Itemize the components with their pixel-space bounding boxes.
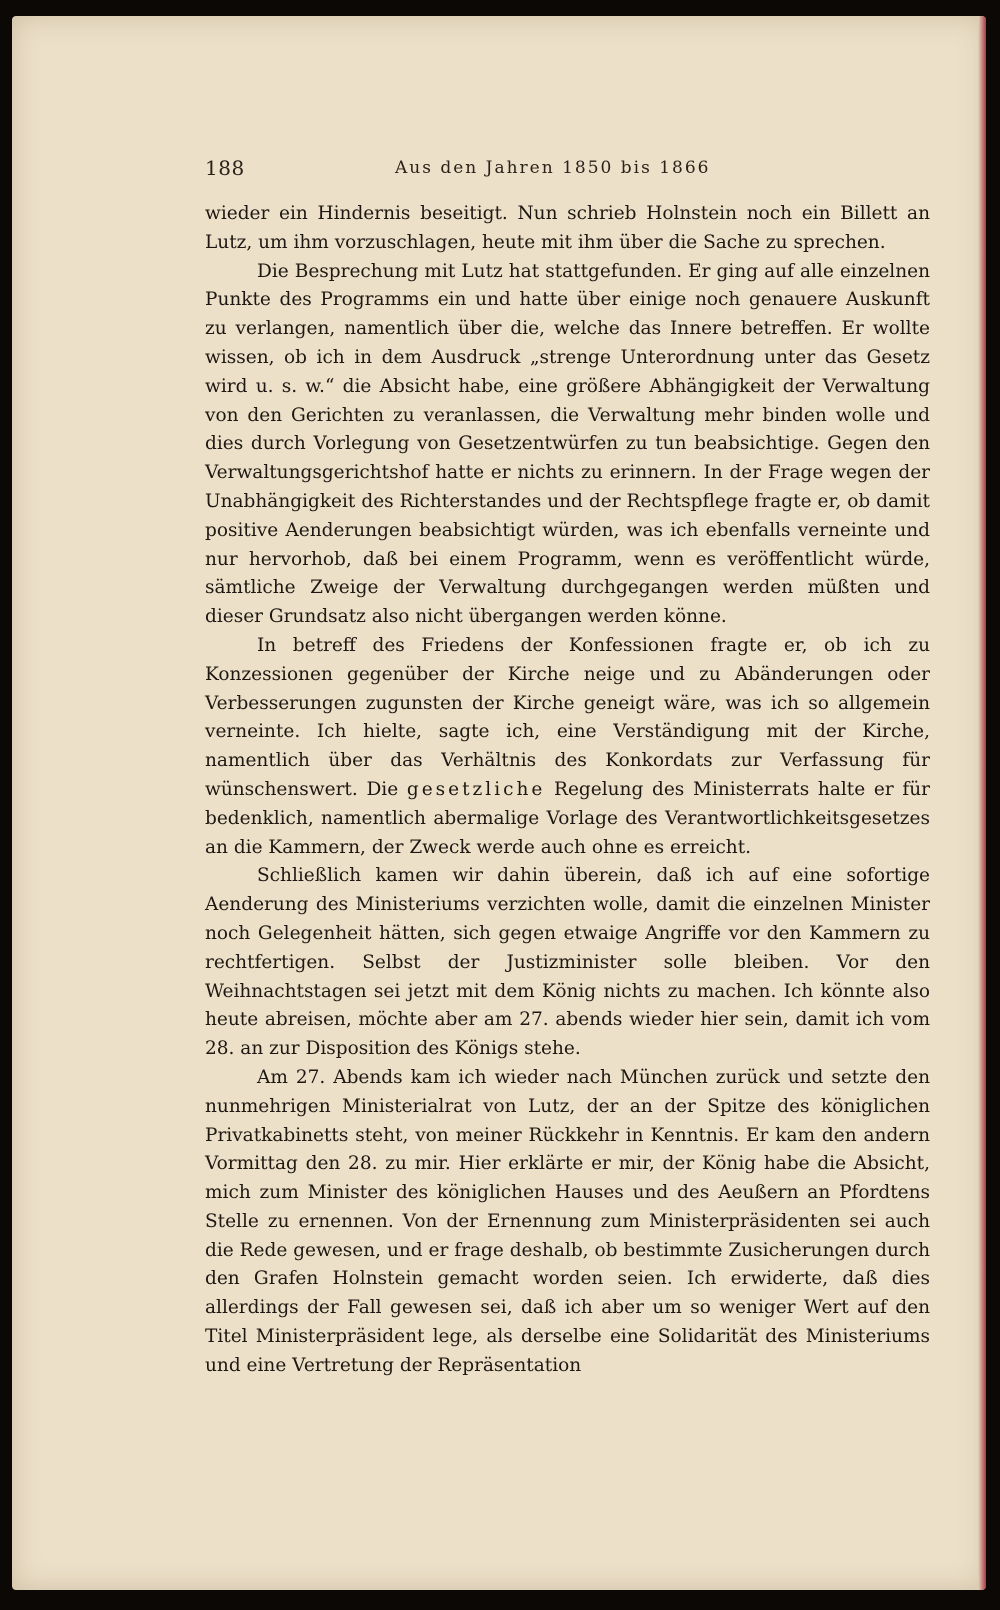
page-edge [978,16,986,1590]
paragraph-2: Die Besprechung mit Lutz hat stattgefunden. Er ging auf alle einzelnen Punkte des Programms ein und hatte über einige noch genauere Auskunft zu verlangen, namentlich über die, welche das Innere betreffen. Er wollte wissen, ob ich in dem Ausdruck „strenge Unterordnung unter das Gesetz wird u. s. w.“ die Absicht habe, eine größere Abhängigkeit der Verwaltung von den Gerichten zu veranlassen, die Verwaltung mehr binden wolle und dies durch Vorlegung von Gesetzentwürfen zu tun beabsichtige. Gegen den Verwaltungsgerichtshof hatte er nichts zu erinnern. In der Frage wegen der Unabhängigkeit des Richterstandes und der Rechtspflege fragte er, ob damit positive Aenderungen beabsichtigt würden, was ich ebenfalls verneinte und nur hervorhob, daß bei einem Programm, wenn es veröffentlicht würde, sämtliche Zweige der Verwaltung durchgegangen werden müßten und dieser Grundsatz also nicht übergangen werden könne. [205,260,930,628]
book-page [12,16,986,1590]
paragraph-4: Schließlich kamen wir dahin überein, daß ich auf eine sofortige Aenderung des Ministeriums verzichten wolle, damit die einzelnen Minister noch Gelegenheit hätten, sich gegen etwaige Angriffe vor den Kammern zu rechtfertigen. Selbst der Justizminister solle bleiben. Vor den Weihnachtstagen sei jetzt mit dem König nichts zu machen. Ich könnte also heute abreisen, möchte aber am 27. abends wieder hier sein, damit ich vom 28. an zur Disposition des Königs stehe. [205,865,930,1060]
running-head [205,156,945,188]
paragraph-5: Am 27. Abends kam ich wieder nach München zurück und setzte den nunmehrigen Ministerialrat von Lutz, der an der Spitze des königlichen Privatkabinetts steht, von meiner Rückkehr in Kenntnis. Er kam den andern Vormittag den 28. zu mir. Hier erklärte er mir, der König habe die Absicht, mich zum Minister des königlichen Hauses und des Aeußern an Pfordtens Stelle zu ernennen. Von der Ernennung zum Ministerpräsidenten sei auch die Rede gewesen, und er frage deshalb, ob bestimmte Zusicherungen durch den Grafen Holnstein gemacht worden seien. Ich erwiderte, daß dies allerdings der Fall gewesen sei, daß ich aber um so weniger Wert auf den Titel Ministerpräsident lege, als derselbe eine Solidarität des Ministeriums und eine Vertretung der Repräsentation [205,1066,930,1376]
paragraph-3 [205,632,930,862]
paragraph-1: wieder ein Hindernis beseitigt. Nun schrieb Holnstein noch ein Billett an Lutz, um ihm vorzuschlagen, heute mit ihm über die Sache zu sprechen. [205,203,930,253]
running-title: Aus den Jahren 1850 bis 1866 [395,158,711,178]
paragraph-3-part-2: Regelung des Ministerrats halte er für bedenklich, namentlich abermalige Vorlage des Verantwortlichkeitsgesetzes an die Kammern, der Zweck werde auch ohne es erreicht. [205,778,930,858]
paragraph-3-part-1: In betreff des Friedens der Konfessionen fragte er, ob ich zu Konzessionen gegenüber der Kirche neige und zu Abänderungen oder Verbesserungen zugunsten der Kirche geneigt wäre, was ich so allgemein verneinte. Ich hielte, sagte ich, eine Verständigung mit der Kirche, namentlich über das Verhältnis des Konkordats zur Verfassung für wünschenswert. Die [205,634,930,800]
body-text [205,200,930,1381]
page-number: 188 [205,156,245,180]
spaced-emphasis: gesetzliche [406,778,546,800]
